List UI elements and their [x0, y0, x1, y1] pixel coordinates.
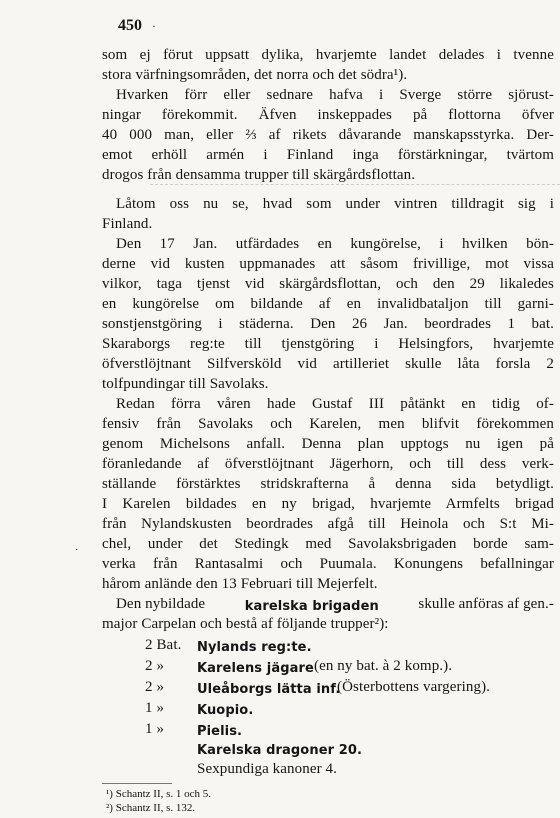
troop-note: (en ny bat. à 2 komp.). [314, 658, 453, 674]
text-line: derne vid kusten uppmanades att såsom frivillige, mot vissa [102, 256, 554, 272]
troop-name: Karelens jägare [197, 661, 314, 676]
text-line: I Karelen bildades en ny brigad, hvarjemte Armfelts brigad [102, 496, 554, 512]
footnote: ²) Schantz II, s. 132. [106, 802, 196, 814]
text-line: som ej förut uppsatt dylika, hvarjemte landet delades i tvenne [102, 47, 554, 63]
text-line: sonstjenstgöring i städerna. Den 26 Jan. beordrades 1 bat. [102, 316, 554, 332]
troop-name: Nylands reg:te. [197, 640, 312, 655]
text-line: från Nylandskusten beordrades afgå till Heinola och S:t Mi- [102, 516, 554, 532]
text-line: verka från Rantasalmi och Puumala. Konungens befallningar [102, 556, 554, 572]
footnote-rule [102, 783, 172, 784]
text-line: ningar förekommit. Äfven inskeppades på flottorna öfver [102, 107, 554, 123]
text-line: öfverstlöjtnant Silfversköld vid artilleriet skulle låta forsla 2 [102, 356, 554, 372]
text-line [116, 595, 554, 616]
text-line: ställande förstärktes stridskrafterna å denna sida betydligt. [102, 476, 554, 492]
text-line: 40 000 man, eller ⅔ af rikets dåvarande manskapsstyrka. Der- [102, 127, 554, 143]
text-line: emot erhöll armén i Finland inga förstärkningar, tvärtom [102, 147, 554, 163]
margin-dot: · [75, 545, 79, 556]
text-line: Den 17 Jan. utfärdades en kungörelse, i hvilken bön- [116, 236, 554, 252]
footnote: ¹) Schantz II, s. 1 och 5. [106, 788, 212, 800]
text-segment: Den nybildade [116, 596, 206, 612]
troop-name: Kuopio. [197, 703, 254, 718]
brigade-name: karelska brigaden [244, 599, 379, 614]
section-divider [150, 184, 560, 185]
text-line: Finland. [102, 216, 153, 232]
text-segment: skulle anföras af gen.- [418, 596, 554, 612]
text-line: en kungörelse om bildande af en invalidbataljon till garni- [102, 296, 554, 312]
text-line: chel, under det Stedingk med Savolaksbrigaden borde sam- [102, 536, 554, 552]
text-line: Låtom oss nu se, hvad som under vintren tilldragit sig i [116, 196, 554, 212]
text-line: föranledande af öfverstlöjtnant Jägerhorn, och till dess verk- [102, 456, 554, 472]
troop-note: (Österbottens vargering). [337, 679, 491, 695]
page-mark: · [152, 19, 156, 33]
text-line: hårom anlände den 13 Februari till Mejerfelt. [102, 576, 378, 592]
text-line: genom Michelsons anfall. Denna plan upptogs nu igen på [102, 436, 554, 452]
troop-count: 1 » [145, 721, 165, 737]
cannons-line: Sexpundiga kanoner 4. [197, 761, 337, 777]
troop-name: Uleåborgs lätta inf. [197, 682, 341, 697]
text-line: stora värfningsområden, det norra och det södra¹). [102, 67, 408, 83]
text-line: tolfpundingar till Savolaks. [102, 376, 269, 392]
text-line: Skaraborgs reg:te till tjenstgöring i Helsingfors, hvarjemte [102, 336, 554, 352]
troop-count: 2 » [145, 679, 165, 695]
text-line: major Carpelan och bestå af följande trupper²): [102, 616, 389, 632]
text-line: fensiv från Savolaks och Karelen, men blifvit förekommen [102, 416, 554, 432]
text-line: vilkor, taga tjenst vid skärgårdsflottan, och den 29 likaledes [102, 276, 554, 292]
text-line: drogos från densamma trupper till skärgårdsflottan. [102, 167, 416, 183]
troop-name: Pielis. [197, 724, 243, 739]
troop-count: 2 Bat. [145, 637, 182, 653]
text-line: Redan förra våren hade Gustaf III påtänkt en tidig of- [116, 396, 554, 412]
dragoons-line: Karelska dragoner 20. [197, 743, 363, 758]
troop-count: 1 » [145, 700, 165, 716]
troop-count: 2 » [145, 658, 165, 674]
text-line: Hvarken förr eller sednare hafva i Sverge större sjörust- [116, 87, 554, 103]
page-number: 450 [118, 17, 142, 34]
